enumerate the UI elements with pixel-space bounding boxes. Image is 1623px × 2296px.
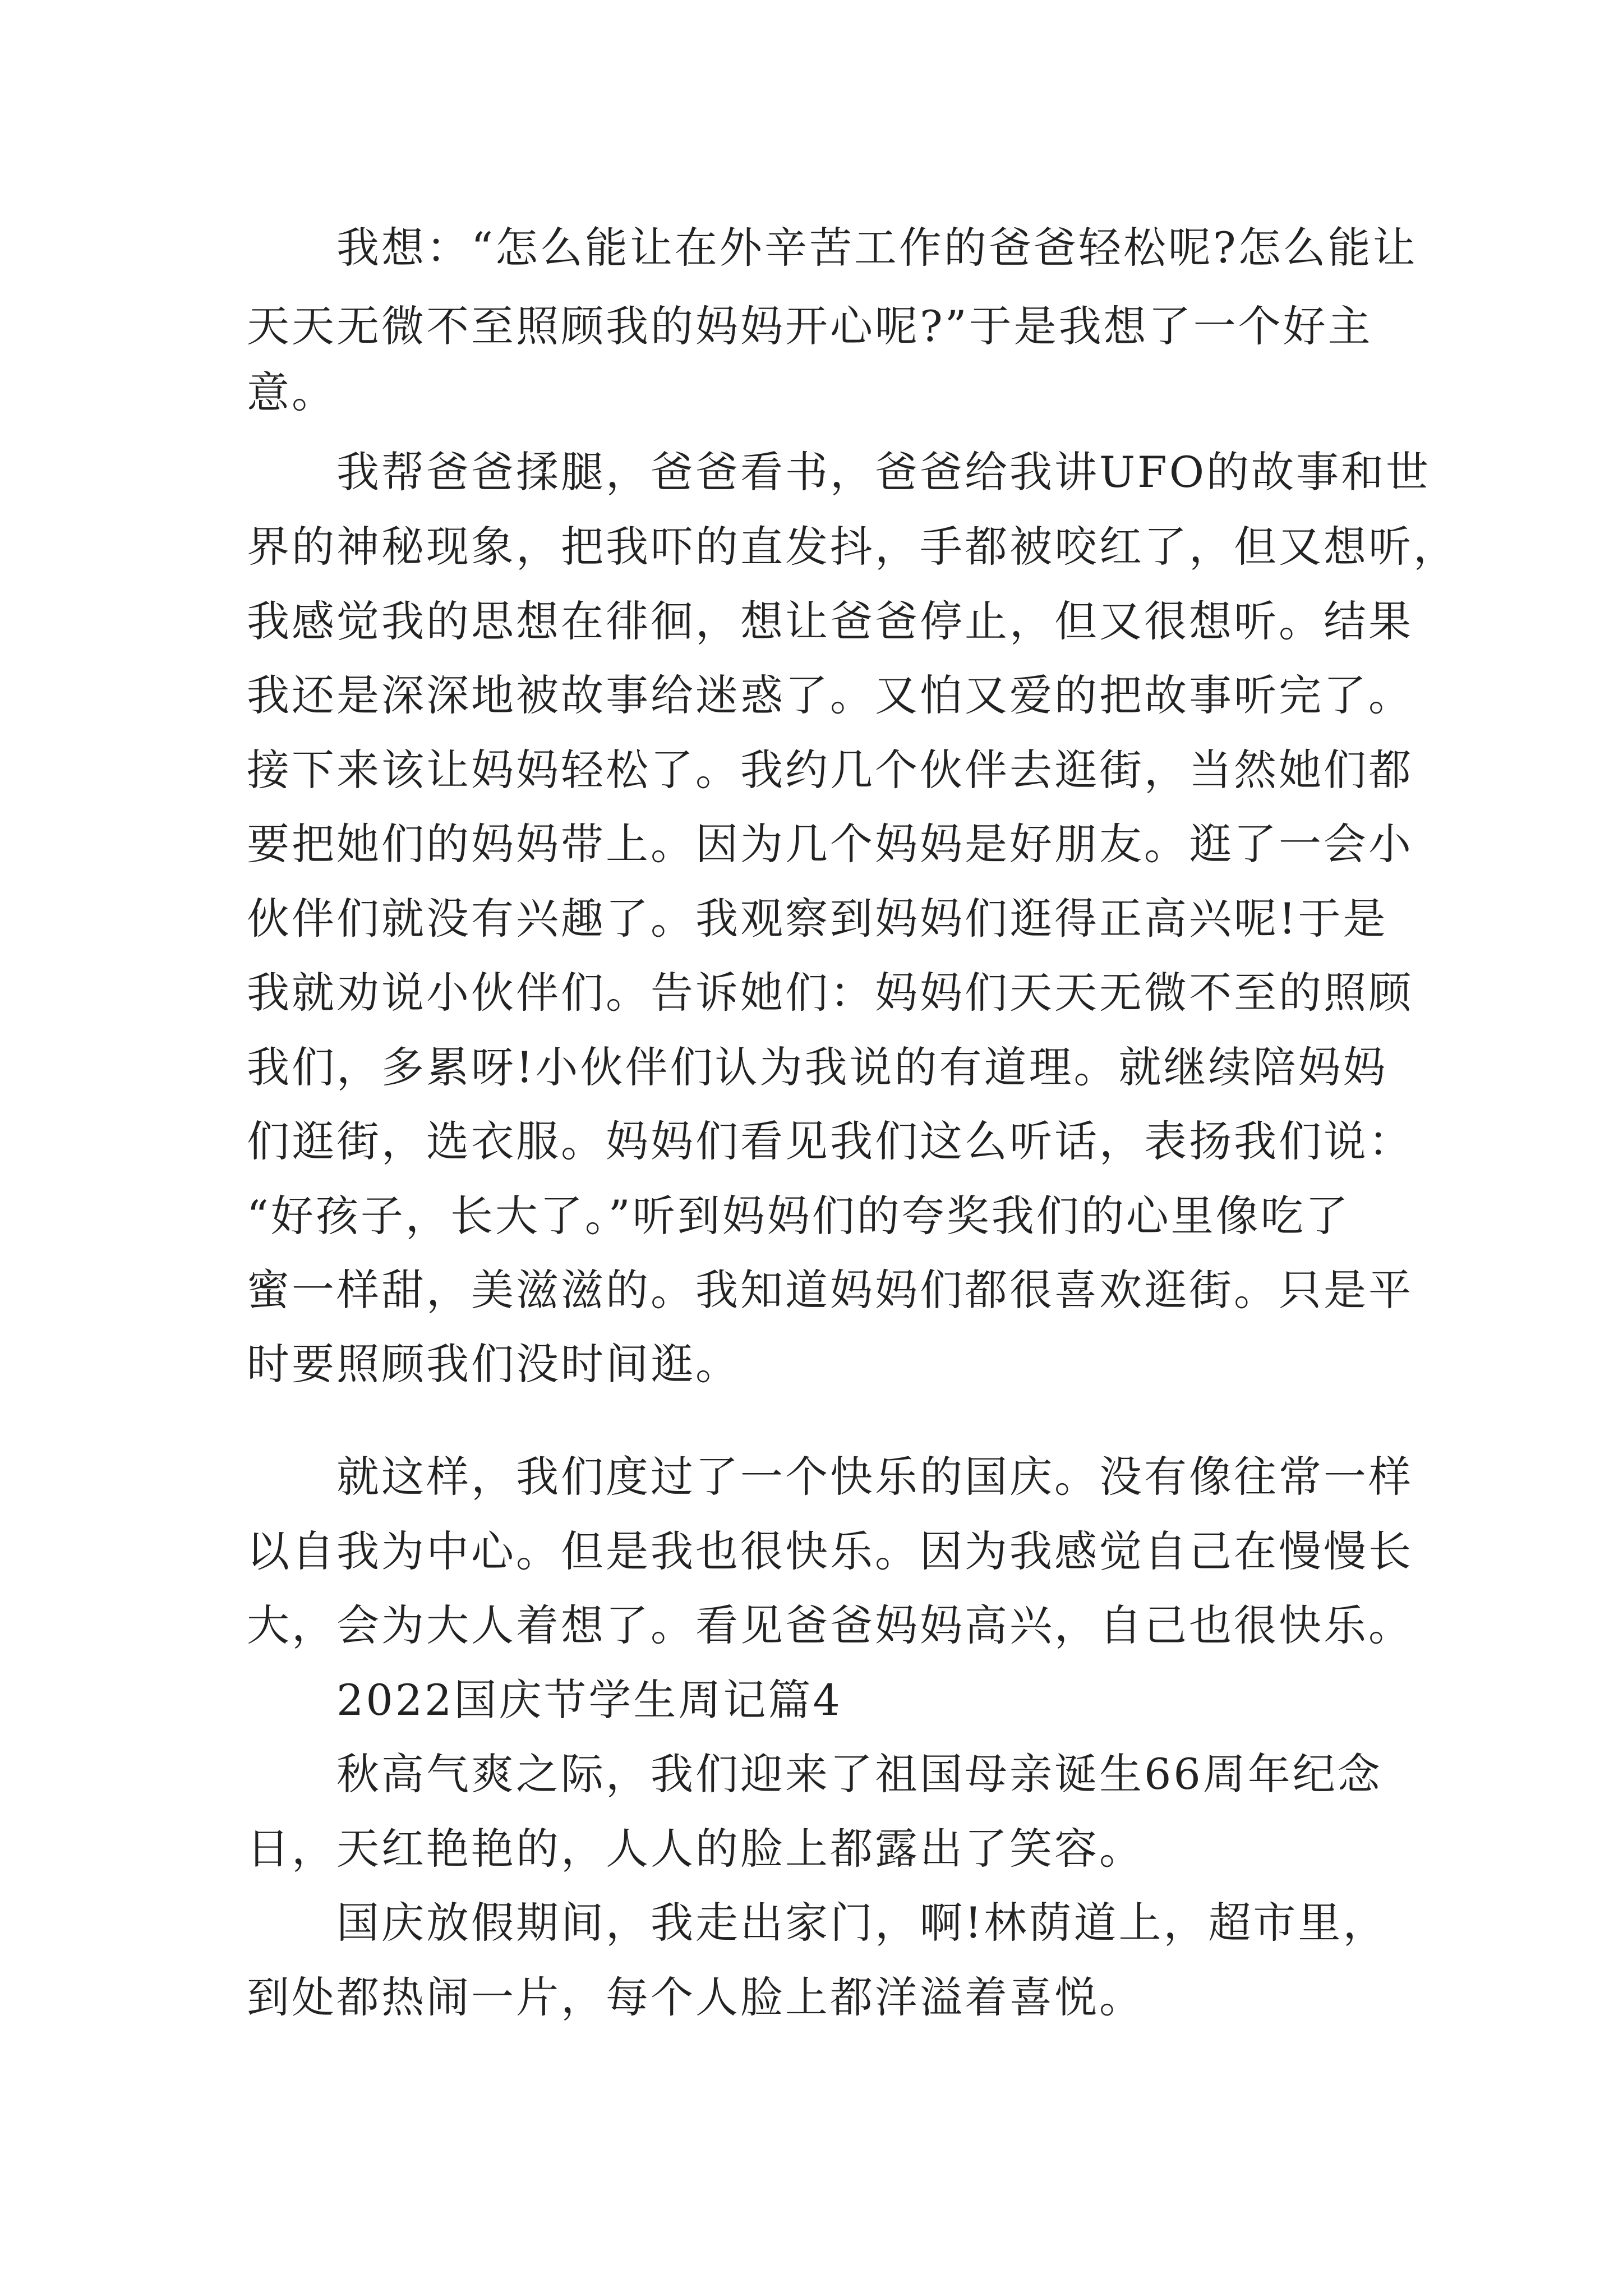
paragraph-line: 要把她们的妈妈带上。因为几个妈妈是好朋友。逛了一会小: [247, 819, 1413, 869]
paragraph-line: 接下来该让妈妈轻松了。我约几个伙伴去逛街，当然她们都: [247, 745, 1413, 795]
paragraph-line: 我还是深深地被故事给迷惑了。又怕又爱的把故事听完了。: [247, 670, 1413, 720]
paragraph-line: 天天无微不至照顾我的妈妈开心呢?”于是我想了一个好主: [247, 301, 1373, 351]
paragraph-line: “好孩子，长大了。”听到妈妈们的夸奖我们的心里像吃了: [247, 1191, 1350, 1241]
paragraph-line: 到处都热闹一片，每个人脸上都洋溢着喜悦。: [247, 1972, 1144, 2022]
paragraph-line: 我感觉我的思想在徘徊，想让爸爸停止，但又很想听。结果: [247, 596, 1413, 646]
paragraph-line: 界的神秘现象，把我吓的直发抖，手都被咬红了，但又想听，: [247, 522, 1458, 572]
paragraph-line: 日，天红艳艳的，人人的脸上都露出了笑容。: [247, 1824, 1144, 1874]
paragraph-line: 大，会为大人着想了。看见爸爸妈妈高兴，自己也很快乐。: [247, 1600, 1413, 1650]
paragraph-line: 秋高气爽之际，我们迎来了祖国母亲诞生66周年纪念: [336, 1749, 1382, 1799]
paragraph-line: 以自我为中心。但是我也很快乐。因为我感觉自己在慢慢长: [247, 1526, 1413, 1576]
paragraph-line: 蜜一样甜，美滋滋的。我知道妈妈们都很喜欢逛街。只是平: [247, 1265, 1413, 1315]
paragraph-line: 时要照顾我们没时间逛。: [247, 1339, 740, 1389]
paragraph-line: 就这样，我们度过了一个快乐的国庆。没有像往常一样: [336, 1452, 1413, 1502]
paragraph-line: 我帮爸爸揉腿，爸爸看书，爸爸给我讲UFO的故事和世: [336, 447, 1431, 497]
paragraph-line: 我们，多累呀!小伙伴们认为我说的有道理。就继续陪妈妈: [247, 1042, 1388, 1092]
paragraph-line: 意。: [247, 367, 336, 417]
paragraph-line: 伙伴们就没有兴趣了。我观察到妈妈们逛得正高兴呢!于是: [247, 894, 1388, 944]
section-heading: 2022国庆节学生周记篇4: [336, 1675, 842, 1725]
paragraph-line: 我就劝说小伙伴们。告诉她们：妈妈们天天无微不至的照顾: [247, 968, 1413, 1018]
paragraph-line: 国庆放假期间，我走出家门，啊!林荫道上，超市里，: [336, 1898, 1388, 1948]
paragraph-line: 我想：“怎么能让在外辛苦工作的爸爸轻松呢?怎么能让: [336, 223, 1418, 273]
paragraph-line: 们逛街，选衣服。妈妈们看见我们这么听话，表扬我们说：: [247, 1116, 1413, 1166]
